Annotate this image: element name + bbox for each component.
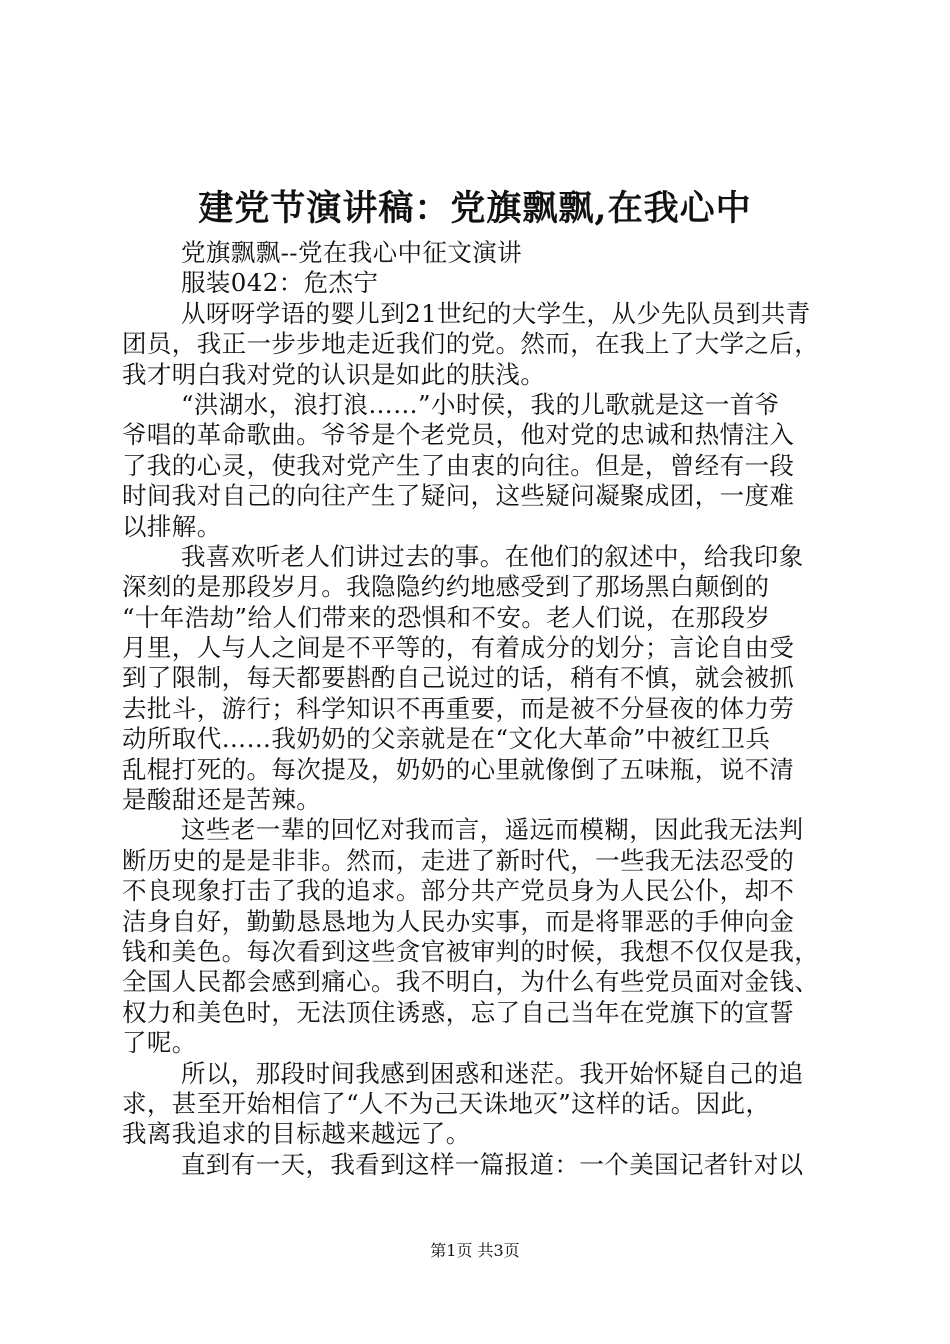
- text-line: 这些老一辈的回忆对我而言，遥远而模糊，因此我无法判: [181, 815, 804, 845]
- text-line: 服装042：危杰宁: [181, 268, 379, 298]
- text-line: 全国人民都会感到痛心。我不明白，为什么有些党员面对金钱、: [122, 967, 820, 997]
- text-line: 了我的心灵，使我对党产生了由衷的向往。但是，曾经有一段: [122, 450, 795, 480]
- text-line: 不良现象打击了我的追求。部分共产党员身为人民公仆，却不: [122, 876, 795, 906]
- text-line: 权力和美色时，无法顶住诱惑，忘了自己当年在党旗下的宣誓: [122, 997, 795, 1027]
- text-line: 是酸甜还是苦辣。: [122, 785, 322, 815]
- text-line: 党旗飘飘--党在我心中征文演讲: [181, 238, 523, 267]
- text-line: 求，甚至开始相信了“人不为己天诛地灭”这样的话。因此，: [122, 1088, 771, 1118]
- text-line: 从呀呀学语的婴儿到21世纪的大学生，从少先队员到共青: [181, 298, 811, 328]
- page-footer: 第1页 共3页: [430, 1241, 520, 1260]
- text-line: 以排解。: [122, 511, 222, 541]
- text-line: “十年浩劫”给人们带来的恐惧和不安。老人们说，在那段岁: [122, 602, 771, 632]
- text-line: 到了限制，每天都要斟酌自己说过的话，稍有不慎，就会被抓: [122, 663, 795, 693]
- text-line: 时间我对自己的向往产生了疑问，这些疑问凝聚成团，一度难: [122, 481, 795, 511]
- text-line: 动所取代……我奶奶的父亲就是在“文化大革命”中被红卫兵: [122, 724, 771, 754]
- text-line: 钱和美色。每次看到这些贪官被审判的时候，我想不仅仅是我，: [122, 936, 820, 966]
- text-line: 乱棍打死的。每次提及，奶奶的心里就像倒了五味瓶，说不清: [122, 754, 795, 784]
- text-line: 我才明白我对党的认识是如此的肤浅。: [122, 359, 546, 389]
- text-line: “洪湖水，浪打浪……”小时侯，我的儿歌就是这一首爷: [181, 389, 780, 419]
- text-line: 了呢。: [122, 1028, 197, 1058]
- text-line: 去批斗，游行；科学知识不再重要，而是被不分昼夜的体力劳: [122, 693, 795, 723]
- text-line: 月里，人与人之间是不平等的，有着成分的划分；言论自由受: [122, 633, 795, 663]
- text-line: 我喜欢听老人们讲过去的事。在他们的叙述中，给我印象: [181, 541, 804, 571]
- text-line: 直到有一天，我看到这样一篇报道：一个美国记者针对以: [181, 1149, 804, 1179]
- text-line: 我离我追求的目标越来越远了。: [122, 1119, 471, 1149]
- document-body: [122, 238, 837, 1180]
- text-line: 断历史的是是非非。然而，走进了新时代，一些我无法忍受的: [122, 845, 795, 875]
- text-line: 爷唱的革命歌曲。爷爷是个老党员，他对党的忠诚和热情注入: [122, 420, 795, 450]
- document-title: 建党节演讲稿：党旗飘飘,在我心中: [198, 188, 752, 229]
- text-line: 所以，那段时间我感到困惑和迷茫。我开始怀疑自己的追: [181, 1058, 804, 1088]
- text-line: 洁身自好，勤勤恳恳地为人民办实事，而是将罪恶的手伸向金: [122, 906, 795, 936]
- text-line: 深刻的是那段岁月。我隐隐约约地感受到了那场黑白颠倒的: [122, 572, 770, 602]
- text-line: 团员，我正一步步地走近我们的党。然而，在我上了大学之后，: [122, 329, 820, 359]
